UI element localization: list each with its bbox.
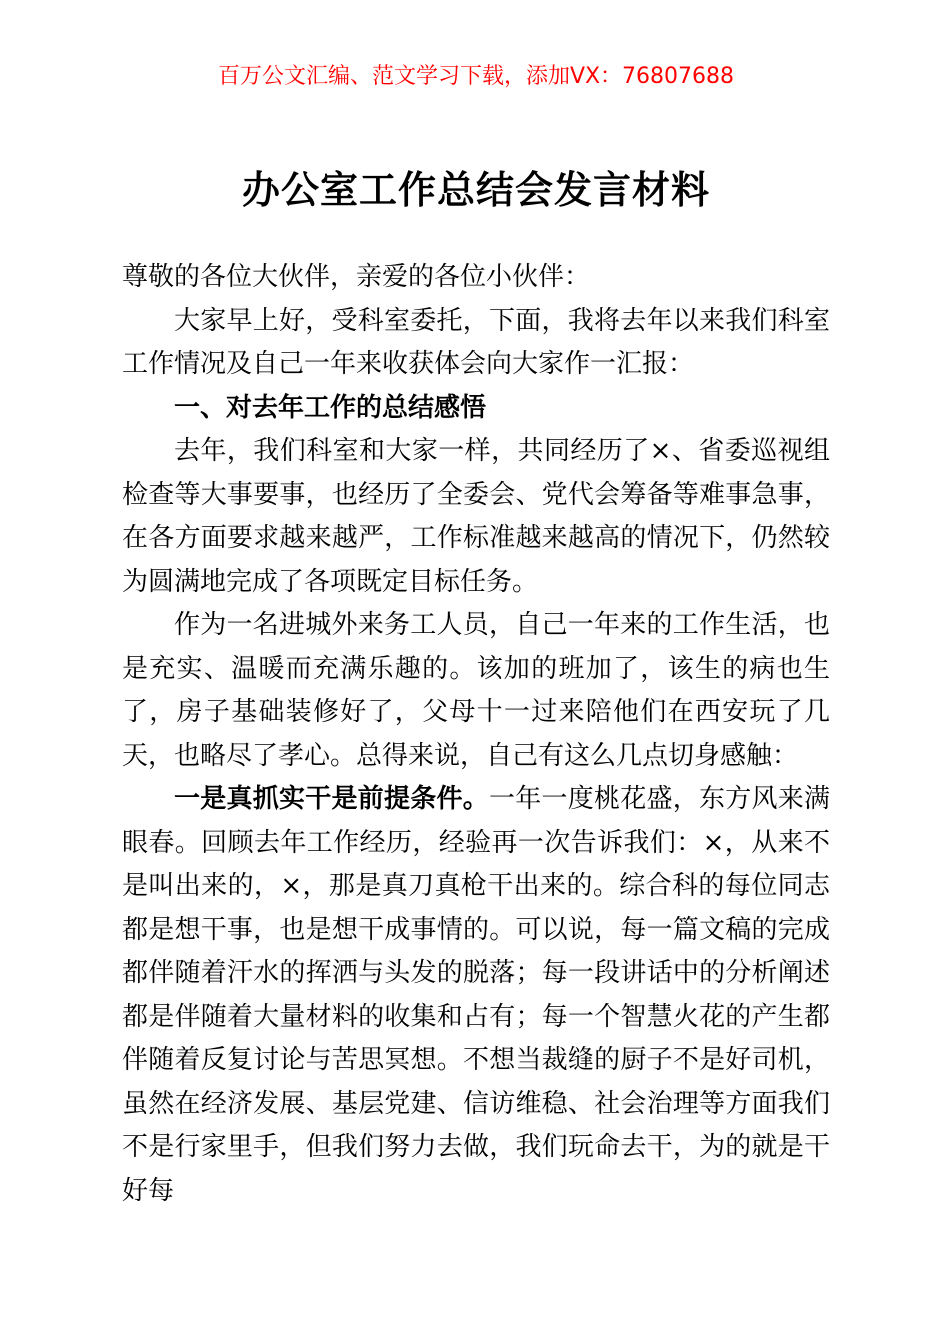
section1-heading: 一、对去年工作的总结感悟 [174,392,487,423]
document-title: 办公室工作总结会发言材料 [241,167,710,212]
paragraph-personal-life: 作为一名进城外来务工人员，自己一年来的工作生活，也是充实、温暖而充满乐趣的。该加的班加了，该生的病也生了，房子基础装修好了，父母十一过来陪他们在西安玩了几天，也略尽了孝心。总得来说，自己有这么几点切身感触： [122,610,830,771]
paragraph-last-year-review: 去年，我们科室和大家一样，共同经历了×、省委巡视组检查等大事要事，也经历了全委会、党代会筹备等难事急事，在各方面要求越来越严，工作标准越来越高的情况下，仍然较为圆满地完成了各项既定目标任务。 [122,436,830,597]
salutation-paragraph: 尊敬的各位大伙伴，亲爱的各位小伙伴： [122,262,591,292]
intro-paragraph: 大家早上好，受科室委托，下面，我将去年以来我们科室工作情况及自己一年来收获体会向大家作一汇报： [122,305,830,379]
watermark-notice: 百万公文汇编、范文学习下载，添加VX：76807688 [217,64,735,89]
document-body [122,256,830,1213]
point1-lead-text: 一是真抓实干是前提条件。 [174,784,489,814]
paragraph-point1 [122,778,830,1213]
point1-body-text: 一年一度桃花盛，东方风来满眼春。回顾去年工作经历，经验再一次告诉我们：×，从来不是叫出来的，×，那是真刀真枪干出来的。综合科的每位同志都是想干事，也是想干成事情的。可以说，每一篇文稿的完成都伴随着汗水的挥洒与头发的脱落；每一段讲话中的分析阐述都是伴随着大量材料的收集和占有；每一个智慧火花的产生都伴随着反复讨论与苦思冥想。不想当裁缝的厨子不是好司机，虽然在经济发展、基层党建、信访维稳、社会治理等方面我们不是行家里手，但我们努力去做，我们玩命去干，为的就是干好每 [122,784,830,1206]
